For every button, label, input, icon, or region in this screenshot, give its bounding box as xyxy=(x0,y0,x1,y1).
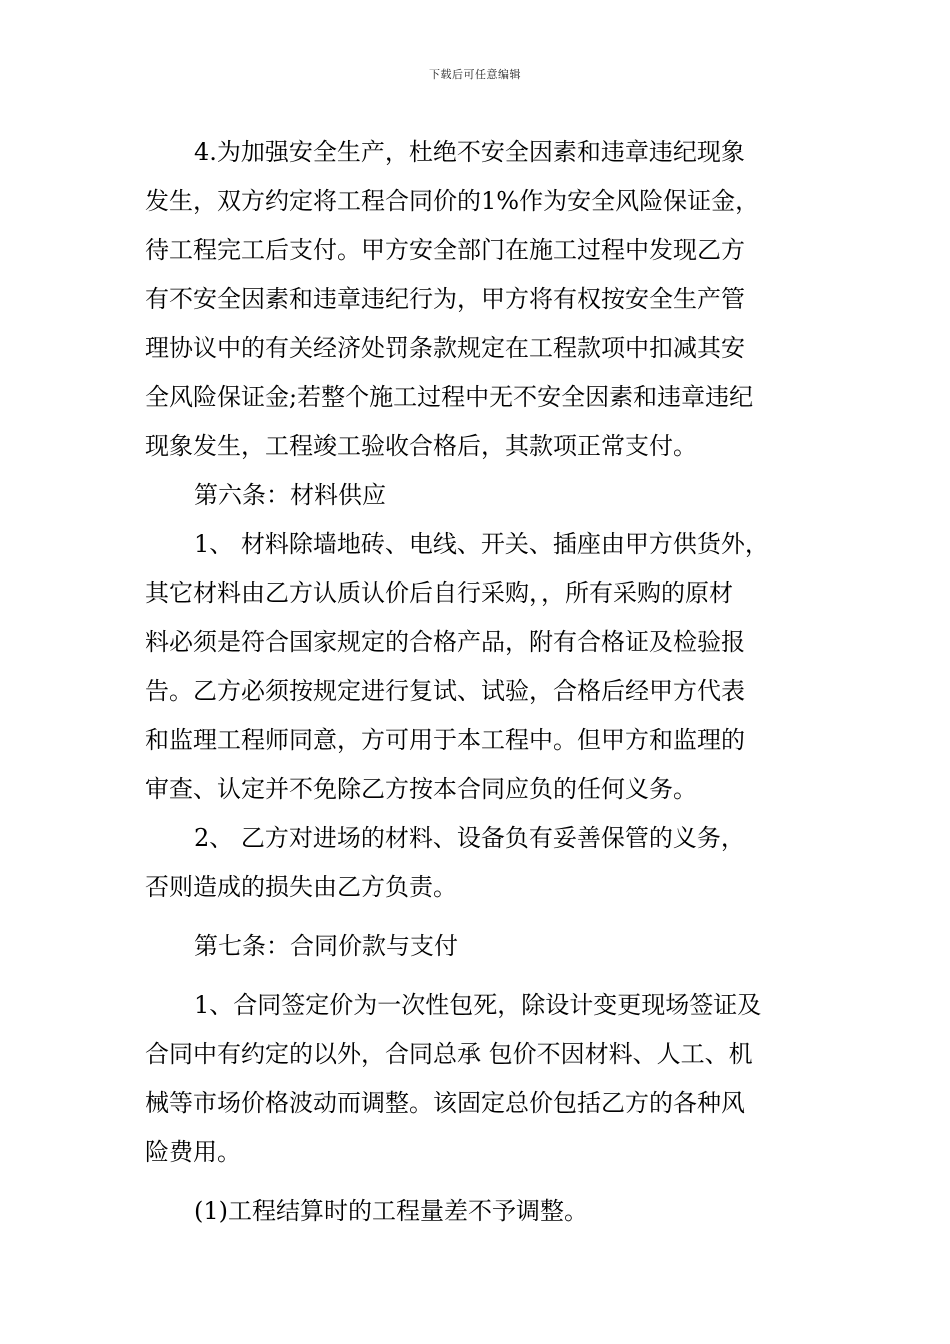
paragraph-line: 待工程完工后支付。甲方安全部门在施工过程中发现乙方 xyxy=(145,236,745,264)
paragraph-line: 料必须是符合国家规定的合格产品，附有合格证及检验报 xyxy=(145,628,745,656)
paragraph-line: 械等市场价格波动而调整。该固定总价包括乙方的各种风 xyxy=(145,1089,745,1117)
paragraph-line: 审查、认定并不免除乙方按本合同应负的任何义务。 xyxy=(145,775,697,803)
paragraph-line: 2、 乙方对进场的材料、设备负有妥善保管的义务， xyxy=(194,824,745,852)
document-body xyxy=(145,128,825,1236)
page-header-note: 下载后可任意编辑 xyxy=(429,68,521,81)
paragraph-line: 全风险保证金;若整个施工过程中无不安全因素和违章违纪 xyxy=(145,383,754,411)
paragraph-line: 1、 材料除墙地砖、电线、开关、插座由甲方供货外， xyxy=(194,530,769,558)
paragraph-line: 4.为加强安全生产，杜绝不安全因素和违章违纪现象 xyxy=(194,138,745,166)
paragraph-line: 有不安全因素和违章违纪行为，甲方将有权按安全生产管 xyxy=(145,285,745,313)
paragraph-line: 1、合同签定价为一次性包死，除设计变更现场签证及 xyxy=(194,991,762,1019)
section-heading: 第七条：合同价款与支付 xyxy=(194,932,458,960)
section-heading: 第六条：材料供应 xyxy=(194,481,386,509)
paragraph-line: 其它材料由乙方认质认价后自行采购，，所有采购的原材 xyxy=(145,579,733,607)
paragraph-line: 理协议中的有关经济处罚条款规定在工程款项中扣减其安 xyxy=(145,334,745,362)
paragraph-line: 告。乙方必须按规定进行复试、试验，合格后经甲方代表 xyxy=(145,677,745,705)
paragraph-line: 合同中有约定的以外，合同总承 包价不因材料、人工、机 xyxy=(145,1040,753,1068)
paragraph-line: (1)工程结算时的工程量差不予调整。 xyxy=(194,1197,588,1225)
paragraph-line: 和监理工程师同意，方可用于本工程中。但甲方和监理的 xyxy=(145,726,745,754)
paragraph-line: 现象发生，工程竣工验收合格后，其款项正常支付。 xyxy=(145,432,697,460)
paragraph-line: 否则造成的损失由乙方负责。 xyxy=(145,873,457,901)
paragraph-line: 发生，双方约定将工程合同价的1%作为安全风险保证金， xyxy=(145,187,760,215)
paragraph-line: 险费用。 xyxy=(145,1138,241,1166)
